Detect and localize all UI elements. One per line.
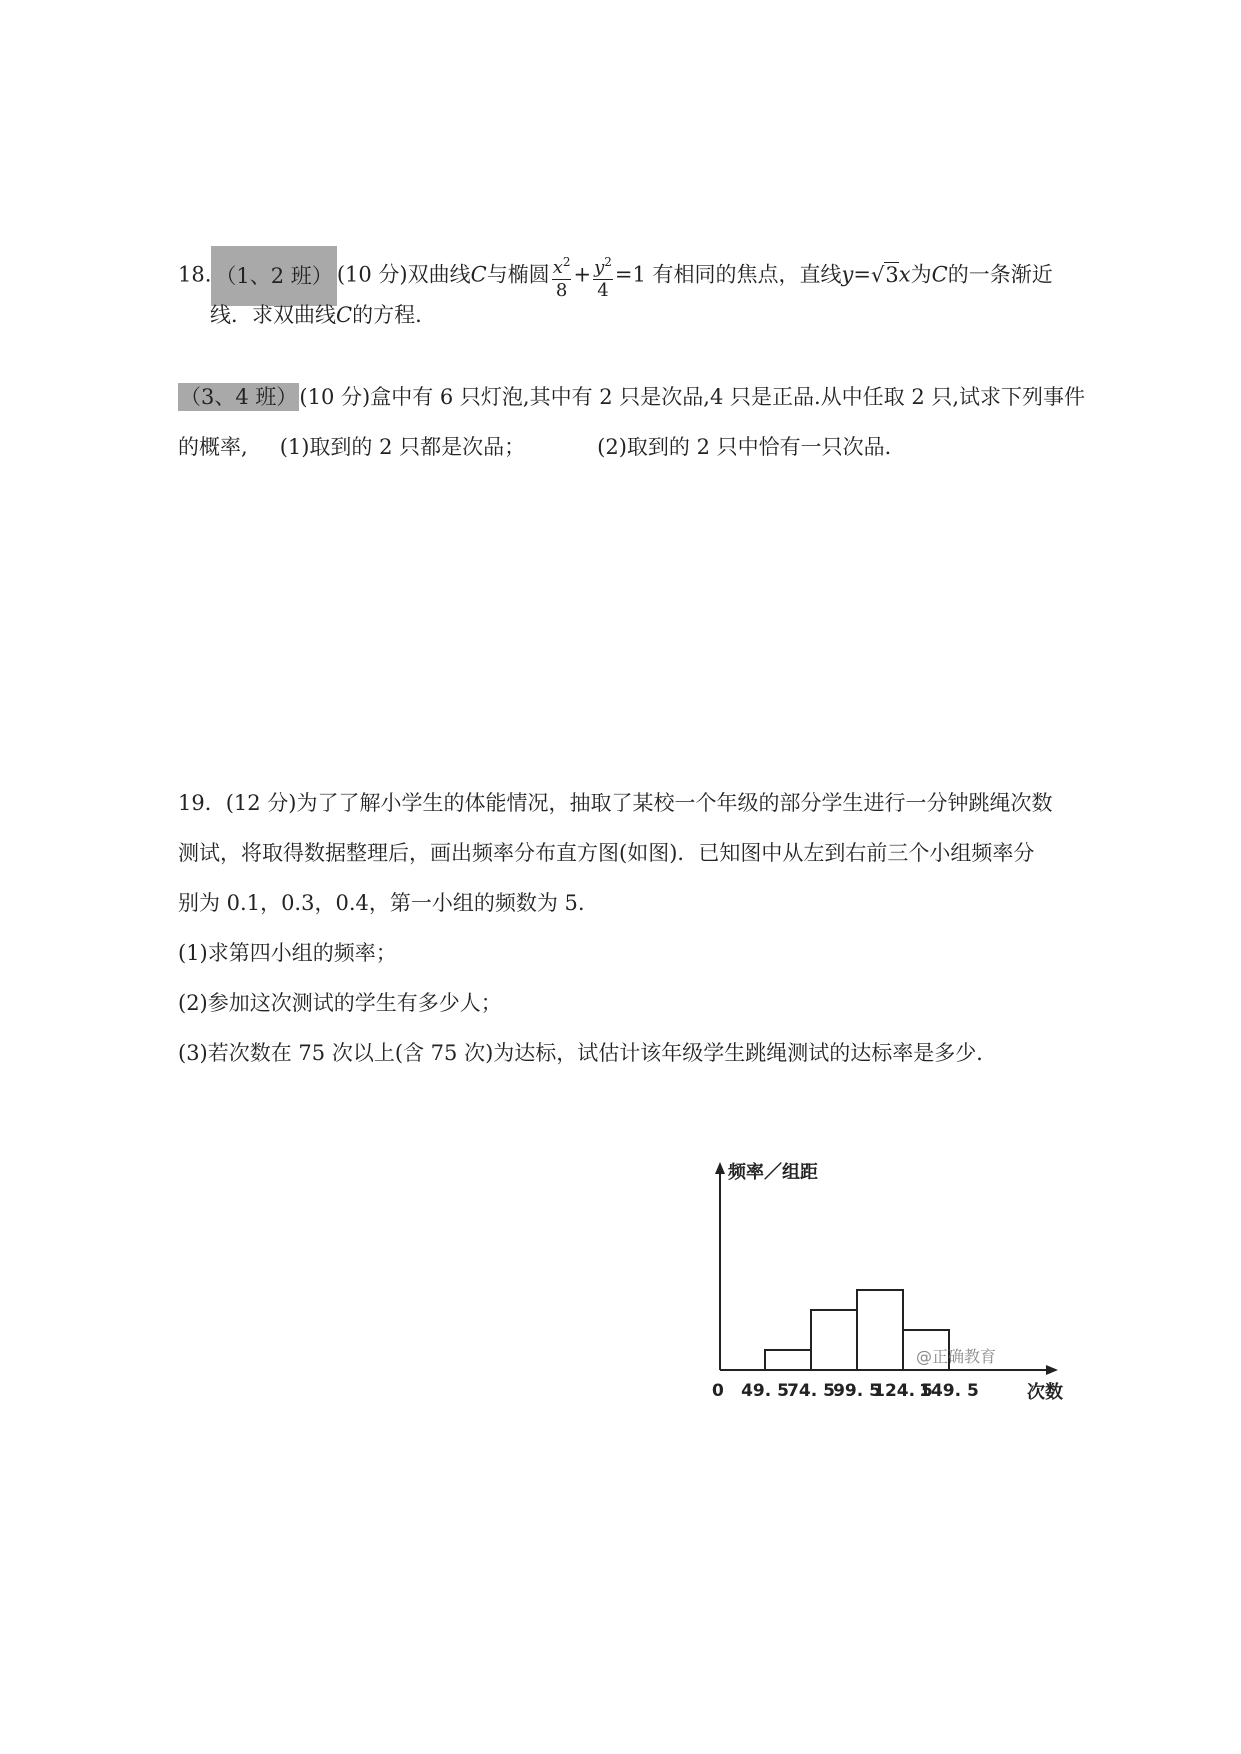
q19-sub1: (1)求第四小组的频率； bbox=[178, 941, 397, 965]
q19-sub3: (3)若次数在 75 次以上(含 75 次)为达标，试估计该年级学生跳绳测试的达标率是多少． bbox=[178, 1041, 998, 1065]
q18-class-tag: （1、2 班） bbox=[211, 246, 336, 306]
ellipse-frac-y: $\frac{y^2}{4}$ bbox=[593, 251, 613, 302]
q18-points: (10 分) bbox=[336, 262, 408, 287]
q19-line1: 19．(12 分)为了了解小学生的体能情况，抽取了某校一个年级的部分学生进行一分钟跳绳次数 bbox=[178, 791, 1053, 815]
x-tick-label: 74. 5 bbox=[787, 1381, 835, 1400]
y-axis bbox=[715, 1162, 725, 1370]
x-tick-label: 124. 5 bbox=[873, 1381, 933, 1400]
sqrt-3: √3 bbox=[871, 262, 899, 287]
q19-line2: 测试，将取得数据整理后，画出频率分布直方图(如图)．已知图中从左到右前三个小组频率分 bbox=[178, 841, 1035, 865]
frequency-histogram bbox=[700, 1160, 1100, 1400]
x-tick-label: 49. 5 bbox=[741, 1381, 789, 1400]
q19-line3: 别为 0.1，0.3，0.4，第一小组的频数为 5. bbox=[178, 891, 585, 915]
q19-sub2: (2)参加这次测试的学生有多少人； bbox=[178, 991, 502, 1015]
q18-number: 18. bbox=[178, 262, 212, 287]
x-axis-label: 次数 bbox=[1027, 1382, 1063, 1400]
q18-line1: 18. （1、2 班） (10 分)双曲线C与椭圆 $\frac{x^2}{8}$ + $\frac{y^2}{4}$ =1 有相同的焦点，直线y=√3x为C的一条渐近 bbox=[178, 246, 1053, 306]
x-tick-label: 149. 5 bbox=[919, 1381, 979, 1400]
histogram-bar-1 bbox=[765, 1350, 811, 1370]
histogram-bar-3 bbox=[857, 1290, 903, 1370]
q18b-line2: 的概率, (1)取到的 2 只都是次品； (2)取到的 2 只中恰有一只次品． bbox=[178, 435, 906, 459]
ellipse-frac-x: $\frac{x^2}{8}$ bbox=[552, 251, 572, 302]
origin-label: 0 bbox=[712, 1381, 724, 1400]
y-axis-label: 频率／组距 bbox=[728, 1162, 818, 1183]
histogram-bar-2 bbox=[811, 1310, 857, 1370]
x-tick-labels bbox=[741, 1381, 979, 1400]
x-tick-label: 99. 5 bbox=[833, 1381, 881, 1400]
q18-line2: 线．求双曲线C的方程. bbox=[210, 303, 422, 327]
q18b-class-tag: （3、4 班） bbox=[180, 385, 298, 409]
q18b-line1: （3、4 班）(10 分)盒中有 6 只灯泡,其中有 2 只是次品,4 只是正品.从中任取 2 只,试求下列事件 bbox=[180, 385, 1086, 409]
watermark: @正确教育 bbox=[916, 1347, 997, 1366]
